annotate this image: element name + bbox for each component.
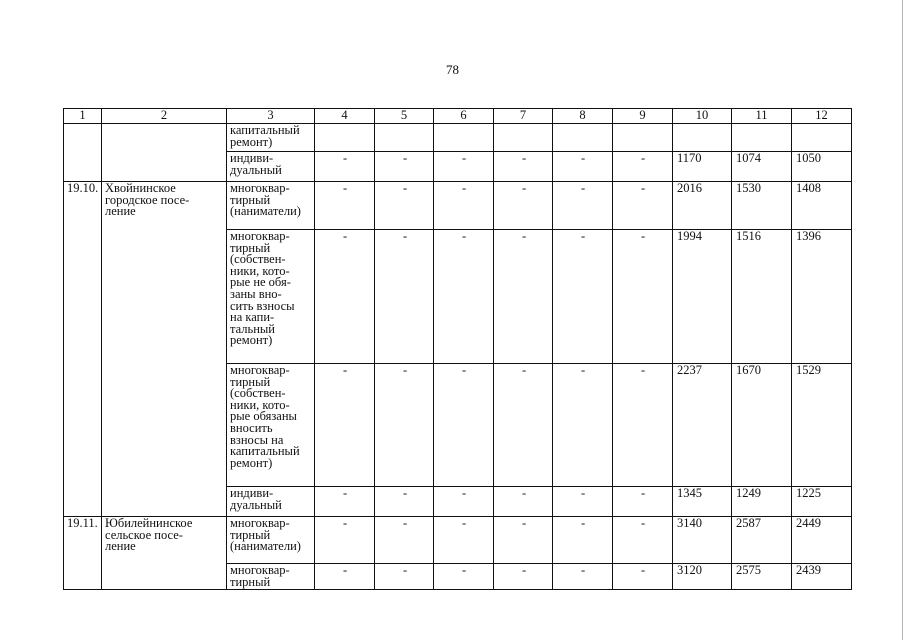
column-header: 7: [494, 109, 553, 124]
value-cell: -: [375, 564, 434, 590]
housing-type-line: (собствен-: [230, 386, 286, 401]
value-cell: 1225: [792, 487, 852, 517]
value-cell: -: [315, 564, 375, 590]
value-cell: 2237: [673, 364, 732, 487]
value-cell: -: [494, 152, 553, 182]
housing-type-line: индиви-: [230, 486, 274, 500]
housing-type-line: многоквар-: [230, 563, 290, 577]
housing-type-cell: [227, 124, 315, 152]
value-cell: [375, 124, 434, 152]
housing-type-cell: [227, 487, 315, 517]
value-cell: -: [434, 182, 494, 230]
housing-type-line: (собствен-: [230, 252, 286, 267]
value-cell: -: [315, 364, 375, 487]
value-cell: -: [375, 152, 434, 182]
value-cell: -: [553, 564, 613, 590]
value-cell: -: [434, 230, 494, 364]
value-cell: -: [375, 487, 434, 517]
value-cell: -: [434, 517, 494, 564]
settlement-name-line: городское посе-: [105, 192, 190, 207]
value-cell: -: [494, 564, 553, 590]
housing-type-line: тирный: [230, 527, 271, 542]
value-cell: -: [613, 152, 673, 182]
table-row: [64, 124, 852, 152]
value-cell: -: [434, 152, 494, 182]
tariff-table: [63, 108, 852, 590]
housing-type-line: взносы на: [230, 432, 284, 447]
value-cell: 3120: [673, 564, 732, 590]
housing-type-line: тирный: [230, 374, 271, 389]
row-number-cell: 19.10.: [64, 182, 102, 517]
value-cell: 2016: [673, 182, 732, 230]
column-header: 9: [613, 109, 673, 124]
row-number-cell: 19.11.: [64, 517, 102, 590]
housing-type-cell: [227, 182, 315, 230]
housing-type-line: многоквар-: [230, 181, 290, 195]
value-cell: 1074: [732, 152, 792, 182]
column-header: 5: [375, 109, 434, 124]
value-cell: -: [613, 230, 673, 364]
value-cell: 1396: [792, 230, 852, 364]
settlement-name-cell: [102, 517, 227, 590]
value-cell: -: [494, 517, 553, 564]
value-cell: 1530: [732, 182, 792, 230]
value-cell: -: [434, 564, 494, 590]
value-cell: -: [613, 364, 673, 487]
housing-type-line: многоквар-: [230, 516, 290, 530]
value-cell: [553, 124, 613, 152]
value-cell: -: [494, 364, 553, 487]
housing-type-cell: [227, 152, 315, 182]
row-number-cell: [64, 124, 102, 182]
value-cell: -: [553, 230, 613, 364]
housing-type-line: ремонт): [230, 455, 273, 470]
value-cell: 1516: [732, 230, 792, 364]
page-edge-line: [902, 0, 903, 640]
settlement-name-line: Юбилейнинское: [105, 516, 193, 530]
value-cell: -: [434, 364, 494, 487]
column-header: 8: [553, 109, 613, 124]
housing-type-line: ники, кото-: [230, 263, 290, 278]
housing-type-line: рые не обя-: [230, 275, 291, 290]
settlement-name-cell: [102, 182, 227, 517]
value-cell: 2449: [792, 517, 852, 564]
value-cell: [315, 124, 375, 152]
value-cell: -: [494, 230, 553, 364]
value-cell: -: [553, 487, 613, 517]
value-cell: 1408: [792, 182, 852, 230]
column-header: 4: [315, 109, 375, 124]
housing-type-cell: [227, 564, 315, 590]
value-cell: 1050: [792, 152, 852, 182]
value-cell: 1670: [732, 364, 792, 487]
housing-type-line: тирный: [230, 240, 271, 255]
housing-type-cell: [227, 364, 315, 487]
housing-type-line: дуальный: [230, 162, 282, 177]
housing-type-line: вносить: [230, 420, 273, 435]
value-cell: 2575: [732, 564, 792, 590]
housing-type-cell: [227, 517, 315, 564]
value-cell: 1994: [673, 230, 732, 364]
value-cell: [792, 124, 852, 152]
settlement-name-line: ление: [105, 204, 136, 219]
value-cell: 2439: [792, 564, 852, 590]
value-cell: -: [553, 364, 613, 487]
housing-type-cell: [227, 230, 315, 364]
value-cell: -: [315, 230, 375, 364]
value-cell: -: [494, 182, 553, 230]
housing-type-line: тирный: [230, 574, 271, 589]
housing-type-line: капитальный: [230, 444, 300, 459]
column-header: 3: [227, 109, 315, 124]
value-cell: 3140: [673, 517, 732, 564]
housing-type-line: на капи-: [230, 310, 275, 325]
value-cell: -: [375, 364, 434, 487]
housing-type-line: сить взносы: [230, 298, 295, 313]
column-header: 2: [102, 109, 227, 124]
value-cell: -: [375, 517, 434, 564]
settlement-name-line: Хвойнинское: [105, 181, 176, 195]
housing-type-line: многоквар-: [230, 229, 290, 243]
column-header: 6: [434, 109, 494, 124]
settlement-name-line: ление: [105, 539, 136, 554]
settlement-name-cell: [102, 124, 227, 182]
value-cell: [673, 124, 732, 152]
value-cell: 1345: [673, 487, 732, 517]
value-cell: -: [434, 487, 494, 517]
value-cell: -: [613, 564, 673, 590]
value-cell: [494, 124, 553, 152]
value-cell: [434, 124, 494, 152]
value-cell: -: [494, 487, 553, 517]
table-row: [64, 182, 852, 230]
housing-type-line: (наниматели): [230, 539, 301, 554]
value-cell: 1170: [673, 152, 732, 182]
column-header: 1: [64, 109, 102, 124]
value-cell: -: [315, 182, 375, 230]
value-cell: -: [613, 517, 673, 564]
housing-type-line: ремонт): [230, 333, 273, 348]
settlement-name-line: сельское посе-: [105, 527, 183, 542]
housing-type-line: дуальный: [230, 497, 282, 512]
housing-type-line: ники, кото-: [230, 397, 290, 412]
housing-type-line: тирный: [230, 192, 271, 207]
value-cell: -: [375, 230, 434, 364]
value-cell: [732, 124, 792, 152]
value-cell: -: [315, 152, 375, 182]
page-number: 78: [446, 62, 459, 77]
value-cell: -: [315, 517, 375, 564]
housing-type-line: (наниматели): [230, 204, 301, 219]
housing-type-line: тальный: [230, 321, 275, 336]
value-cell: -: [553, 152, 613, 182]
value-cell: -: [315, 487, 375, 517]
housing-type-line: индиви-: [230, 151, 274, 165]
value-cell: 1529: [792, 364, 852, 487]
value-cell: -: [613, 182, 673, 230]
value-cell: -: [613, 487, 673, 517]
header-row: [64, 109, 852, 124]
housing-type-line: заны вно-: [230, 286, 282, 301]
value-cell: 1249: [732, 487, 792, 517]
column-header: 10: [673, 109, 732, 124]
column-header: 11: [732, 109, 792, 124]
table-row: [64, 517, 852, 564]
column-header: 12: [792, 109, 852, 124]
value-cell: [613, 124, 673, 152]
value-cell: -: [375, 182, 434, 230]
housing-type-line: рые обязаны: [230, 409, 297, 424]
value-cell: -: [553, 182, 613, 230]
value-cell: -: [553, 517, 613, 564]
housing-type-line: многоквар-: [230, 363, 290, 377]
housing-type-line: капитальный: [230, 123, 300, 137]
housing-type-line: ремонт): [230, 134, 273, 149]
value-cell: 2587: [732, 517, 792, 564]
